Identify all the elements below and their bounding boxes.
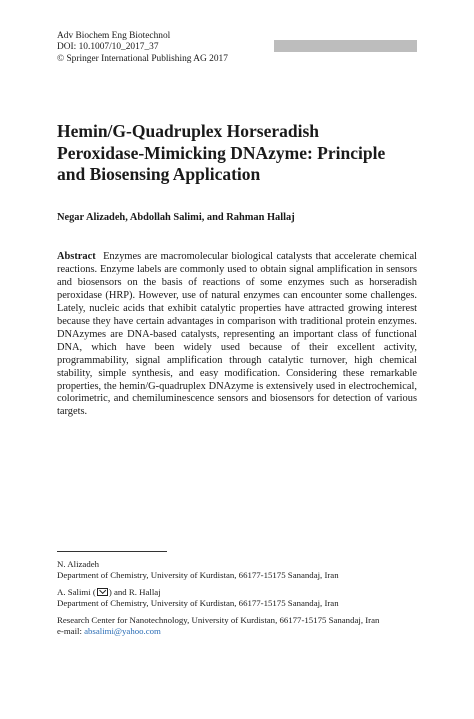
footnote-affiliation: Department of Chemistry, University of Kurdistan, 66177-15175 Sanandaj, Iran xyxy=(57,570,339,580)
footnote-author-names xyxy=(57,587,427,598)
footnote-name-b: ) and R. Hallaj xyxy=(108,587,161,597)
abstract xyxy=(57,251,417,419)
doi: DOI: 10.1007/10_2017_37 xyxy=(57,42,159,53)
email-label: e-mail: xyxy=(57,626,85,636)
title-line-3: and Biosensing Application xyxy=(57,164,261,184)
title-line-1: Hemin/G-Quadruplex Horseradish xyxy=(57,121,320,141)
author-list: Negar Alizadeh, Abdollah Salimi, and Rahman Hallaj xyxy=(57,212,295,223)
footnote-affiliation: Research Center for Nanotechnology, University of Kurdistan, 66177-15175 Sanandaj, Iran xyxy=(57,615,380,625)
footnote-affiliation: Department of Chemistry, University of Kurdistan, 66177-15175 Sanandaj, Iran xyxy=(57,598,339,608)
abstract-text: Enzymes are macromolecular biological catalysts that accelerate chemical reactions. Enzyme labels are commonly used to obtain signal amplification in sensors and biosensors on the basis of reactions of some enzymes such as horseradish peroxidase (HRP). However, use of natural enzymes can encounter some challenges. Lately, nucleic acids that exhibit catalytic properties have attracted growing interest because they have certain advantages in comparison with traditional protein enzymes. DNAzymes are DNA-based catalysts, representing an important class of functional DNA, which have been widely used because of their excellent activity, programmability, signal amplification through catalytic turnover, high chemical stability, simple synthesis, and easy modification. Considering these remarkable properties, the hemin/G-quadruplex DNAzyme is extensively used in electrochemical, colorimetric, and chemiluminescence sensors and biosensors for detection of various targets. xyxy=(57,251,417,418)
footnote-email-line xyxy=(57,626,427,637)
title-line-2: Peroxidase-Mimicking DNAzyme: Principle xyxy=(57,142,386,163)
journal-name: Adv Biochem Eng Biotechnol xyxy=(57,31,171,41)
footnote-research-center xyxy=(57,615,427,637)
footnotes xyxy=(57,559,427,643)
email-link[interactable]: absalimi@yahoo.com xyxy=(84,626,161,636)
running-header xyxy=(57,31,228,65)
abstract-label: Abstract xyxy=(57,251,96,262)
footnote-author-name: N. Alizadeh xyxy=(57,559,100,569)
footnote-alizadeh xyxy=(57,559,427,581)
footnote-rule xyxy=(57,551,167,552)
header-placeholder-bar xyxy=(274,40,417,52)
footnote-salimi-hallaj xyxy=(57,587,427,609)
copyright: © Springer International Publishing AG 2017 xyxy=(57,53,228,64)
envelope-icon xyxy=(97,588,108,596)
footnote-name-a: A. Salimi ( xyxy=(57,587,96,597)
paper-title xyxy=(57,121,437,186)
